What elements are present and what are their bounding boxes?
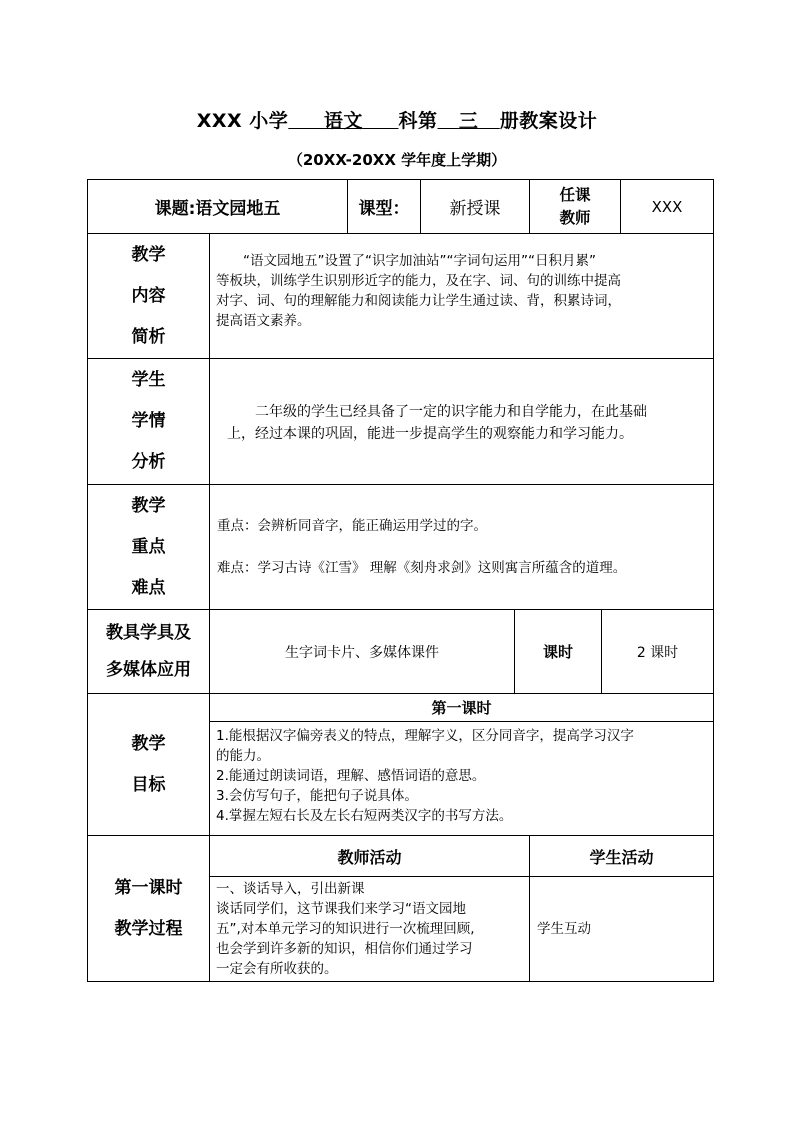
key-points-label: 教学 重点 难点: [131, 495, 166, 598]
tools-value: 生字词卡片、多媒体课件: [285, 644, 439, 661]
title-volume: 三: [458, 110, 479, 132]
list-item: 2.能通过朗读词语，理解、感悟词语的意思。: [216, 768, 486, 784]
lesson-type-value: 新授课: [449, 199, 501, 219]
difficult-point-text: 难点：学习古诗《江雪》 理解《刻舟求剑》这则寓言所蕴含的道理。: [217, 560, 627, 576]
student-analysis-text: 二年级的学生已经具备了一定的识字能力和自学能力，在此基础 上，经过本课的巩固，能进一步提高学生的观察能力和学习能力。: [227, 404, 647, 442]
goals-list: [216, 726, 712, 826]
lesson-type-label: 课型：: [358, 199, 410, 219]
title-suffix: 册教案设计: [499, 110, 598, 132]
content-intro-label: 教学 内容 简析: [131, 244, 166, 347]
student-analysis-label: 学生 学情 分析: [131, 370, 166, 472]
teacher-activity-text: 一、谈话导入，引出新课 谈话同学们，这节课我们来学习“语文园地 五”,对本单元学习的知识进行一次梳理回顾, 也会学到许多新的知识，相信你们通过学习 一定会有所收获的。: [216, 881, 475, 977]
goals-section-title: 第一课时: [431, 699, 492, 717]
hours-value: 2 课时: [636, 644, 679, 661]
topic-cell: 课题:语文园地五: [154, 199, 281, 219]
process-header-divider: [209, 876, 714, 877]
teacher-activity-header: 教师活动: [337, 847, 402, 867]
table-border-bottom: [87, 981, 714, 982]
teacher-value: XXX: [651, 197, 683, 216]
title-subject: 语文: [323, 110, 363, 132]
content-intro-text: “语文园地五”设置了“识字加油站”“字词句运用”“日积月累” 等板块，训练学生识别形近字的能力，及在字、词、句的训练中提高 对字、词、句的理解能力和阅读能力让学生通过读、背，积累诗词， 提高语文素养。: [216, 253, 621, 329]
goals-title-divider: [209, 721, 714, 722]
page-title: [0, 106, 794, 133]
key-point-text: 重点：会辨析同音字，能正确运用学过的字。: [217, 518, 487, 534]
teacher-label: 任课 教师: [559, 185, 591, 227]
hours-label: 课时: [542, 643, 573, 661]
student-activity-header: 学生活动: [589, 847, 654, 867]
table-border-right: [713, 179, 714, 982]
page-subtitle: （20XX-20XX 学年度上学期）: [287, 151, 507, 169]
goals-label: 教学 目标: [131, 733, 166, 795]
list-item: 1.能根据汉字偏旁表义的特点，理解字义，区分同音字，提高学习汉字: [216, 728, 634, 744]
process-label: 第一课时 教学过程: [114, 877, 183, 939]
title-mid: 科第: [398, 110, 438, 132]
student-activity-text: 学生互动: [537, 921, 591, 937]
tools-label: 教具学具及 多媒体应用: [106, 622, 191, 680]
list-item: 的能力。: [216, 748, 270, 764]
title-prefix: XXX 小学: [196, 110, 289, 132]
list-item: 3.会仿写句子，能把句子说具体。: [216, 788, 418, 804]
list-item: 4.掌握左短右长及左长右短两类汉字的书写方法。: [216, 808, 513, 824]
